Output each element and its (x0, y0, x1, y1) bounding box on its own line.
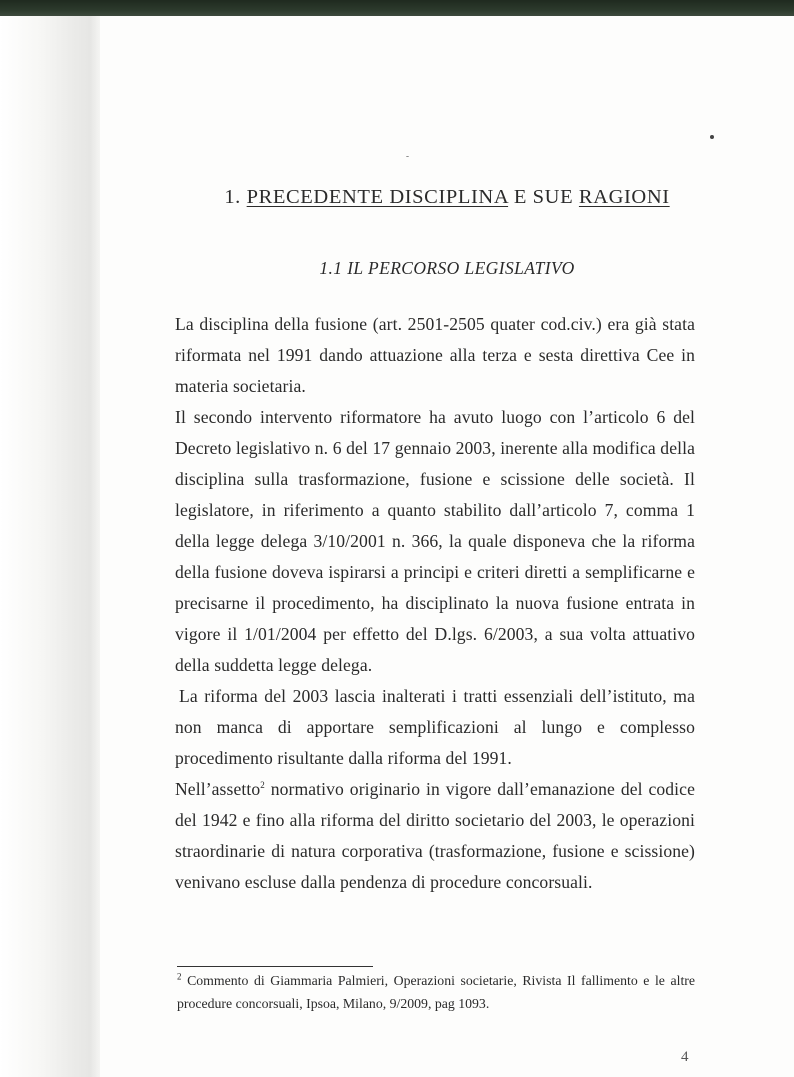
scan-speck (406, 156, 409, 157)
section-title: 1.1 IL PERCORSO LEGISLATIVO (319, 258, 575, 278)
scan-top-edge (0, 0, 794, 16)
footnote-reference: 2 (260, 780, 265, 791)
footnote (177, 969, 695, 1015)
paragraph-4-rest: normativo originario in vigore dall’emanazione del codice del 1942 e fino alla riforma del diritto societario del 2003, le operazioni straordinarie di natura corporativa (trasformazione, fusione e scissione) venivano escluse dalla pendenza di procedure concorsuali. (175, 779, 695, 892)
scan-binding-shadow (0, 16, 100, 1077)
chapter-title (100, 186, 794, 209)
body-text (175, 309, 695, 898)
chapter-title-underlined-part-1: PRECEDENTE DISCIPLINA (246, 186, 509, 208)
chapter-title-middle: E SUE (508, 186, 579, 208)
paragraph-4-start: Nell’assetto (175, 779, 261, 799)
chapter-title-prefix: 1. (224, 186, 247, 208)
scan-speck (710, 135, 714, 139)
paragraph-1: La disciplina della fusione (art. 2501-2505 quater cod.civ.) era già stata riformata nel 1991 dando attuazione alla terza e sesta direttiva Cee in materia societaria. (175, 314, 695, 396)
footnote-number: 2 (177, 971, 182, 982)
paragraph-2: Il secondo intervento riformatore ha avuto luogo con l’articolo 6 del Decreto legislativo n. 6 del 17 gennaio 2003, inerente alla modifica della disciplina sulla trasformazione, fusione e scissione delle società. Il legislatore, in riferimento a quanto stabilito dall’articolo 7, comma 1 della legge delega 3/10/2001 n. 366, la quale disponeva che la riforma della fusione doveva ispirarsi a principi e criteri diretti a semplificarne e precisarne il procedimento, ha disciplinato la nuova fusione entrata in vigore il 1/01/2004 per effetto del D.lgs. 6/2003, a sua volta attuativo della suddetta legge delega. (175, 407, 695, 675)
footnote-text: Commento di Giammaria Palmieri, Operazioni societarie, Rivista Il fallimento e le altre procedure concorsuali, Ipsoa, Milano, 9/2009, pag 1093. (177, 973, 695, 1011)
footnote-separator (177, 966, 373, 967)
paragraph-4 (175, 774, 695, 898)
paragraph-3: La riforma del 2003 lascia inalterati i tratti essenziali dell’istituto, ma non manca di apportare semplificazioni al lungo e complesso procedimento risultante dalla riforma del 1991. (175, 686, 695, 768)
page-number: 4 (681, 1049, 689, 1065)
chapter-title-underlined-part-2: RAGIONI (578, 186, 670, 208)
